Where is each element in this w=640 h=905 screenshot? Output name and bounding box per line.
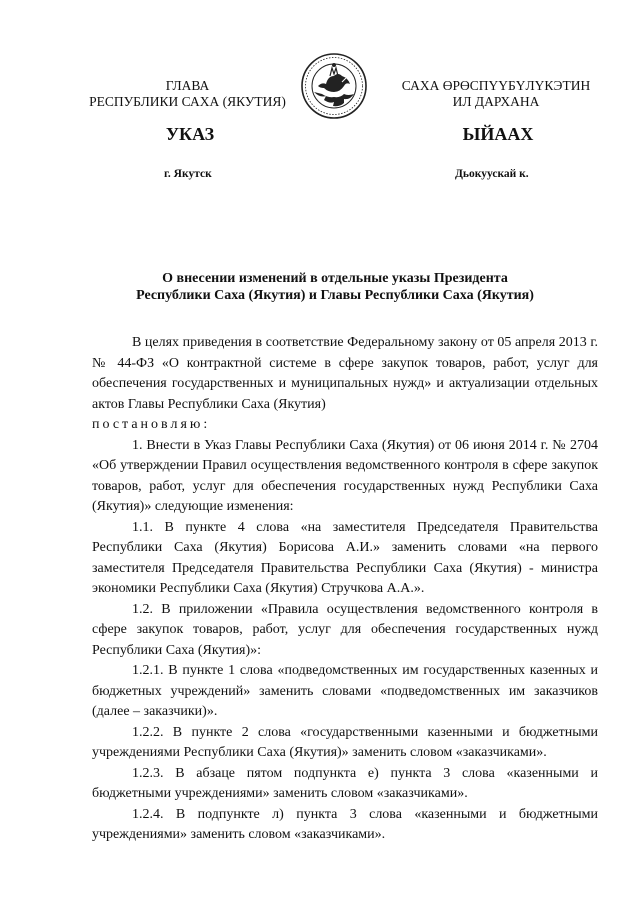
coat-of-arms-emblem-icon — [300, 52, 368, 120]
issuer-header-sakha — [388, 78, 604, 110]
issuer-header-ru — [60, 78, 315, 110]
paragraph-item-1-1: 1.1. В пункте 4 слова «на заместителя Председателя Правительства Республики Саха (Якутия) Борисова А.И.» заменить словами «на первого заместителя Председателя Правительства Республики Саха (Якутия) - министра экономики Республики Саха (Якутия) Стручкова А.А.». — [92, 519, 598, 596]
issuer-title-ru: ГЛАВА — [165, 78, 210, 93]
paragraph-item-1-2-1: 1.2.1. В пункте 1 слова «подведомственных им государственных казенных и бюджетных учреждений» заменить словами «подведомственных им заказчиков (далее – заказчики)». — [92, 663, 598, 719]
issuer-title-sakha: ИЛ ДАРХАНА — [452, 94, 540, 109]
paragraph-resolve: постановляю: — [92, 417, 211, 432]
city-sakha: Дьокуускай к. — [455, 168, 529, 180]
paragraph-item-1: 1. Внести в Указ Главы Республики Саха (Якутия) от 06 июня 2014 г. № 2704 «Об утверждении Правил осуществления ведомственного контроля в сфере закупок товаров, работ, услуг для обеспечения государственных нужд Республики Саха (Якутия)» следующие изменения: — [92, 437, 598, 514]
decree-body — [92, 333, 598, 846]
decree-title-line-1: О внесении изменений в отдельные указы Президента — [162, 271, 508, 286]
decree-label-sakha: ЫЙААХ — [462, 124, 534, 144]
decree-title — [80, 270, 590, 304]
decree-label-ru: УКАЗ — [165, 124, 215, 144]
paragraph-item-1-2: 1.2. В приложении «Правила осуществления ведомственного контроля в сфере закупок товаров, работ, услуг для обеспечения государственных нужд Республики Саха (Якутия)»: — [92, 601, 598, 658]
paragraph-item-1-2-2: 1.2.2. В пункте 2 слова «государственными казенными и бюджетными учреждениями Республики Саха (Якутия)» заменить словом «заказчиками». — [92, 724, 598, 760]
paragraph-preamble: В целях приведения в соответствие Федеральному закону от 05 апреля 2013 г. № 44-ФЗ «О контрактной системе в сфере закупок товаров, работ, услуг для обеспечения государственных и муниципальных нужд» и актуализации отдельных актов Главы Республики Саха (Якутия) — [92, 335, 598, 412]
city-ru: г. Якутск — [164, 168, 212, 180]
paragraph-item-1-2-4: 1.2.4. В подпункте л) пункта 3 слова «казенными и бюджетными учреждениями» заменить словом «заказчиками». — [92, 806, 598, 842]
paragraph-item-1-2-3: 1.2.3. В абзаце пятом подпункта е) пункта 3 слова «казенными и бюджетными учреждениями» заменить словом «заказчиками». — [92, 765, 598, 801]
issuer-republic-ru: РЕСПУБЛИКИ САХА (ЯКУТИЯ) — [89, 94, 286, 109]
issuer-republic-sakha: САХА ӨРӨСПҮҮБҮЛҮКЭТИН — [401, 78, 591, 93]
decree-title-line-2: Республики Саха (Якутия) и Главы Республики Саха (Якутия) — [136, 288, 534, 303]
